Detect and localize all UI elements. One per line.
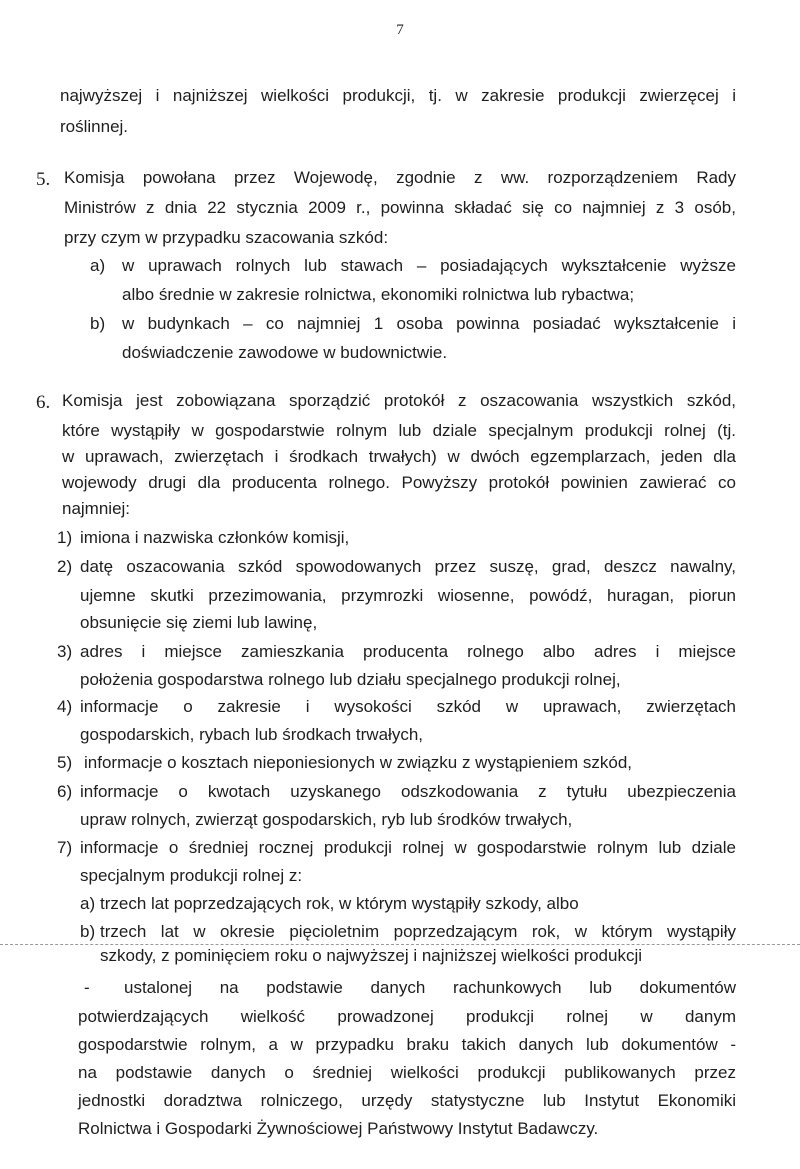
list-marker: 7) bbox=[57, 838, 73, 857]
list-item-line: albo średnie w zakresie rolnictwa, ekonomiki rolnictwa lub rybactwa; bbox=[122, 285, 635, 304]
list-item-line: informacje o średniej rocznej produkcji rolnej w gospodarstwie rolnym lub dziale bbox=[80, 838, 736, 857]
list-marker: 3) bbox=[57, 642, 73, 661]
list-item-line: upraw rolnych, zwierząt gospodarskich, ryb lub środków trwałych, bbox=[80, 810, 573, 829]
list-item-line: specjalnym produkcji rolnej z: bbox=[80, 866, 303, 885]
section-6-line: Komisja jest zobowiązana sporządzić protokół z oszacowania wszystkich szkód, bbox=[62, 391, 736, 410]
page-fold-divider bbox=[0, 944, 800, 945]
list-item-line: położenia gospodarstwa rolnego lub działu specjalnego produkcji rolnej, bbox=[80, 670, 621, 689]
list-marker: a) bbox=[90, 256, 106, 275]
list-marker: 4) bbox=[57, 697, 73, 716]
section-6-number: 6. bbox=[36, 392, 51, 413]
list-item-line: trzech lat poprzedzających rok, w którym wystąpiły szkody, albo bbox=[100, 894, 579, 913]
section-6-line: najmniej: bbox=[62, 499, 131, 518]
list-item-line: imiona i nazwiska członków komisji, bbox=[80, 528, 350, 547]
closing-line: gospodarstwie rolnym, a w przypadku braku takich danych lub dokumentów - bbox=[78, 1035, 736, 1054]
list-item-line: trzech lat w okresie pięcioletnim poprzedzającym rok, w którym wystąpiły bbox=[100, 922, 736, 941]
list-item-line: w uprawach rolnych lub stawach – posiadających wykształcenie wyższe bbox=[122, 256, 736, 275]
list-marker: b) bbox=[80, 922, 96, 941]
list-item-line: informacje o zakresie i wysokości szkód w uprawach, zwierzętach bbox=[80, 697, 736, 716]
list-item-line: informacje o kwotach uzyskanego odszkodowania z tytułu ubezpieczenia bbox=[80, 782, 736, 801]
closing-line: potwierdzających wielkość prowadzonej produkcji rolnej w danym bbox=[78, 1007, 736, 1026]
closing-line: ustalonej na podstawie danych rachunkowych lub dokumentów bbox=[124, 978, 736, 997]
list-marker: a) bbox=[80, 894, 96, 913]
closing-line: Rolnictwa i Gospodarki Żywnościowej Państwowy Instytut Badawczy. bbox=[78, 1119, 599, 1138]
list-marker: 2) bbox=[57, 557, 73, 576]
section-6-line: wojewody drugi dla producenta rolnego. Powyższy protokół powinien zawierać co bbox=[62, 473, 736, 492]
closing-dash: - bbox=[84, 978, 90, 997]
list-marker: 1) bbox=[57, 528, 73, 547]
closing-line: jednostki doradztwa rolniczego, urzędy statystyczne lub Instytut Ekonomiki bbox=[78, 1091, 736, 1110]
list-item-line: szkody, z pominięciem roku o najwyższej i najniższej wielkości produkcji bbox=[100, 946, 642, 965]
list-item-line: ujemne skutki przezimowania, przymrozki wiosenne, powódź, huragan, piorun bbox=[80, 586, 736, 605]
list-marker: b) bbox=[90, 314, 106, 333]
page-number: 7 bbox=[396, 22, 404, 38]
list-item-line: adres i miejsce zamieszkania producenta rolnego albo adres i miejsce bbox=[80, 642, 736, 661]
section-5-line: przy czym w przypadku szacowania szkód: bbox=[64, 228, 389, 247]
list-marker: 6) bbox=[57, 782, 73, 801]
closing-line: na podstawie danych o średniej wielkości produkcji publikowanych przez bbox=[78, 1063, 736, 1082]
section-5-line: Ministrów z dnia 22 stycznia 2009 r., powinna składać się co najmniej z 3 osób, bbox=[64, 198, 736, 217]
list-item-line: obsunięcie się ziemi lub lawinę, bbox=[80, 613, 318, 632]
intro-line: roślinnej. bbox=[60, 117, 129, 136]
list-item-line: informacje o kosztach nieponiesionych w związku z wystąpieniem szkód, bbox=[84, 753, 633, 772]
list-marker: 5) bbox=[57, 753, 73, 772]
list-item-line: w budynkach – co najmniej 1 osoba powinna posiadać wykształcenie i bbox=[122, 314, 736, 333]
intro-line: najwyższej i najniższej wielkości produkcji, tj. w zakresie produkcji zwierzęcej i bbox=[60, 86, 736, 105]
section-6-line: w uprawach, zwierzętach i środkach trwałych) w dwóch egzemplarzach, jeden dla bbox=[62, 447, 736, 466]
list-item-line: gospodarskich, rybach lub środkach trwałych, bbox=[80, 725, 423, 744]
list-item-line: doświadczenie zawodowe w budownictwie. bbox=[122, 343, 448, 362]
list-item-line: datę oszacowania szkód spowodowanych przez suszę, grad, deszcz nawalny, bbox=[80, 557, 736, 576]
section-5-number: 5. bbox=[36, 169, 51, 190]
section-6-line: które wystąpiły w gospodarstwie rolnym lub dziale specjalnym produkcji rolnej (tj. bbox=[62, 421, 736, 440]
section-5-line: Komisja powołana przez Wojewodę, zgodnie z ww. rozporządzeniem Rady bbox=[64, 168, 736, 187]
